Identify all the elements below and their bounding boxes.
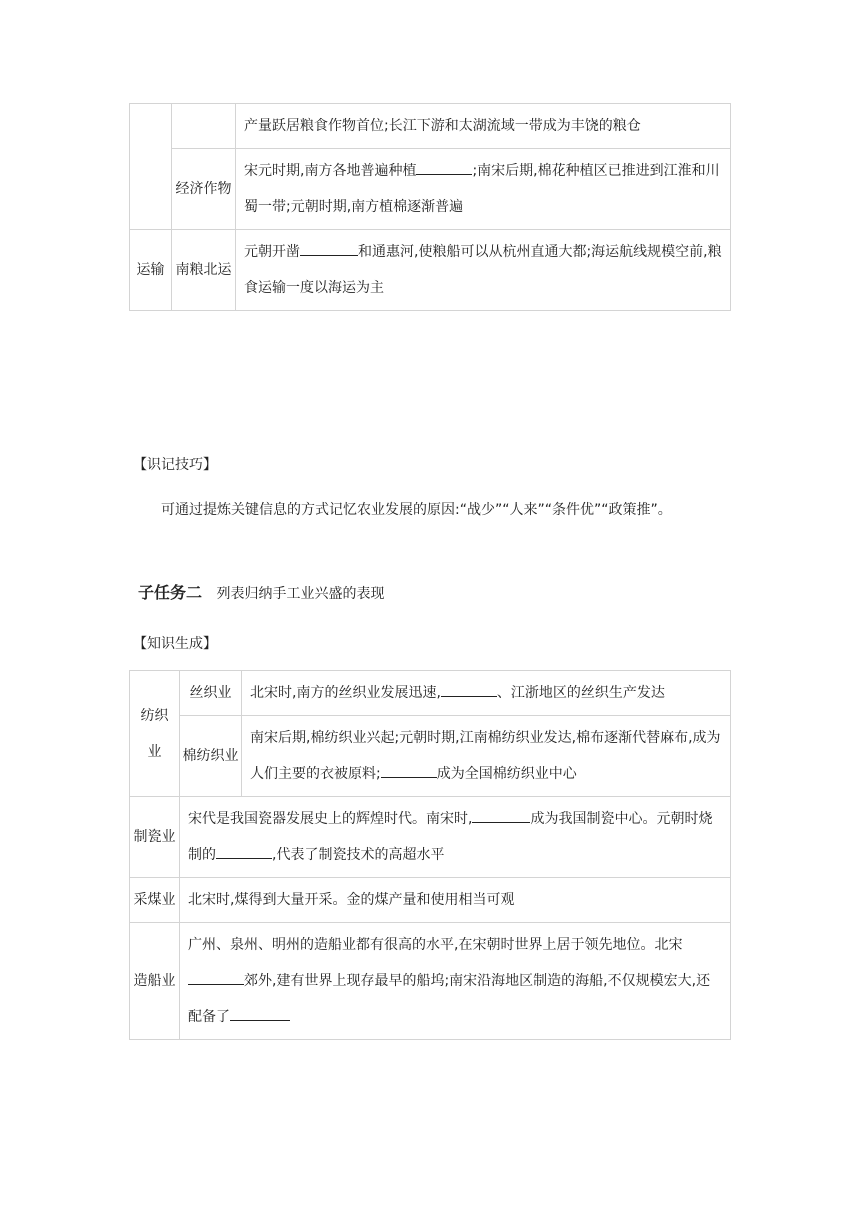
table-cell-sub: 经济作物 — [172, 149, 236, 230]
handicraft-table — [129, 670, 731, 1040]
fill-blank[interactable] — [188, 970, 244, 985]
fill-blank[interactable] — [230, 1006, 290, 1021]
table-cell-cat: 纺织业 — [130, 671, 180, 797]
table-cell-sub: 丝织业 — [180, 671, 242, 716]
subtask-subtitle: 列表归纳手工业兴盛的表现 — [216, 586, 385, 602]
table-cell-cat: 运输 — [130, 230, 172, 311]
table-cell-desc: 宋元时期,南方各地普遍种植 ;南宋后期,棉花种植区已推进到江淮和川蜀一带;元朝时期,南方植棉逐渐普遍 — [236, 149, 731, 230]
table-cell-empty — [130, 104, 172, 230]
table-cell-cat: 造船业 — [130, 923, 180, 1040]
memory-tip-heading: 【识记技巧】 — [133, 457, 217, 473]
table-cell-desc: 北宋时,南方的丝织业发展迅速, 、江浙地区的丝织生产发达 — [242, 671, 731, 716]
subtask-heading — [138, 580, 384, 603]
fill-blank[interactable] — [381, 763, 437, 778]
fill-blank[interactable] — [472, 808, 530, 823]
fill-blank[interactable] — [300, 241, 358, 256]
table-cell-empty — [172, 104, 236, 149]
table-cell-sub: 南粮北运 — [172, 230, 236, 311]
agriculture-table — [129, 103, 731, 311]
fill-blank[interactable] — [416, 160, 472, 175]
subtask-title: 子任务二 — [138, 583, 203, 602]
fill-blank[interactable] — [441, 682, 497, 697]
table-cell-cat: 采煤业 — [130, 878, 180, 923]
memory-tip-body: 可通过提炼关键信息的方式记忆农业发展的原因:“战少”“人来”“条件优”“政策推”。 — [161, 502, 672, 518]
table-cell-sub: 棉纺织业 — [180, 716, 242, 797]
fill-blank[interactable] — [216, 844, 272, 859]
table-cell-desc: 产量跃居粮食作物首位;长江下游和太湖流域一带成为丰饶的粮仓 — [236, 104, 731, 149]
knowledge-heading: 【知识生成】 — [133, 636, 217, 652]
table-cell-desc: 广州、泉州、明州的造船业都有很高的水平,在宋朝时世界上居于领先地位。北宋郊外,建有世界上现存最早的船坞;南宋沿海地区制造的海船,不仅规模宏大,还配备了 — [180, 923, 731, 1040]
table-cell-cat: 制瓷业 — [130, 797, 180, 878]
table-cell-desc: 元朝开凿 和通惠河,使粮船可以从杭州直通大都;海运航线规模空前,粮食运输一度以海运为主 — [236, 230, 731, 311]
table-cell-desc: 南宋后期,棉纺织业兴起;元朝时期,江南棉纺织业发达,棉布逐渐代替麻布,成为人们主要的衣被原料; 成为全国棉纺织业中心 — [242, 716, 731, 797]
table-cell-desc: 宋代是我国瓷器发展史上的辉煌时代。南宋时, 成为我国制瓷中心。元朝时烧制的 ,代表了制瓷技术的高超水平 — [180, 797, 731, 878]
table-cell-desc: 北宋时,煤得到大量开采。金的煤产量和使用相当可观 — [180, 878, 731, 923]
